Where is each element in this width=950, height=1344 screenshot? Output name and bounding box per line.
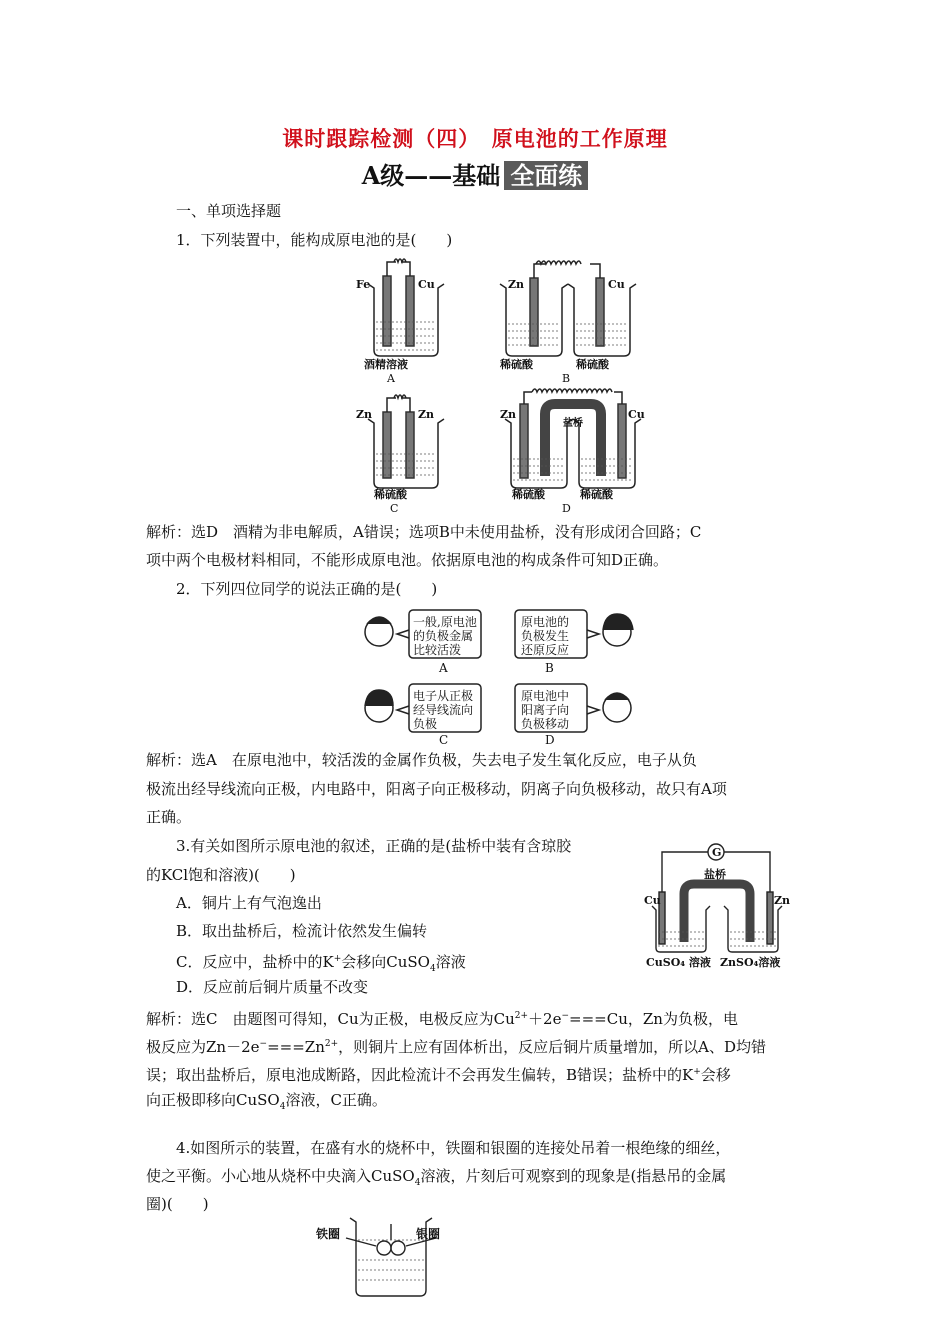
q2-d-line1: 原电池中 [521, 689, 570, 703]
q3-option-c-a: C．反应中，盐桥中的K [176, 953, 334, 971]
q3-an1-b: ＋2e [528, 1010, 562, 1028]
q3-analysis-2: 极反应为$Zn-2e^-===Zn^{2+}$，则铜片上应有固体析出，反应后铜片质量增加，所以A、D均错 [146, 1038, 767, 1056]
q3-an3-b: 会移 [700, 1066, 731, 1084]
q2-a-line1: 一般,原电池 [413, 615, 477, 629]
q3-an4-a: 向正极即移向CuSO [146, 1091, 280, 1109]
q3-stem-1: 3.有关如图所示原电池的叙述，正确的是(盐桥中装有含琼胶 [176, 837, 572, 855]
q1-d-sol-right: 稀硫酸 [580, 488, 613, 501]
q3-figure [640, 840, 800, 975]
q3-stem-2: 的KCl饱和溶液)( ) [146, 866, 296, 884]
q3-option-d: D．反应前后铜片质量不改变 [176, 978, 369, 996]
q1-c-right: Zn [418, 408, 435, 421]
q3-option-b: B．取出盐桥后，检流计依然发生偏转 [176, 922, 428, 940]
page-title: 课时跟踪检测（四） 原电池的工作原理 [282, 126, 668, 151]
q2-b-line2: 负极发生 [521, 629, 570, 643]
q2-analysis-1: 解析：选A 在原电池中，较活泼的金属作负极，失去电子发生氧化反应，电子从负 [146, 751, 697, 769]
q4-stem-2a: 使之平衡。小心地从烧杯中央滴入CuSO [146, 1167, 415, 1185]
q3-an1-c: ===Cu，Zn为负极，电 [569, 1010, 738, 1028]
q3-analysis-4: 向正极即移向CuSO$_4$溶液，C正确。 [146, 1091, 387, 1112]
q4-figure [312, 1212, 462, 1302]
q1-d-label: D [562, 502, 571, 515]
q1-c-solution: 稀硫酸 [374, 488, 407, 501]
q2-b-line1: 原电池的 [521, 615, 570, 629]
q3-option-c-b: 会移向CuSO [341, 953, 430, 971]
q3-right-electrode: Zn [774, 894, 791, 907]
q3-an2-c: ，则铜片上应有固体析出，反应后铜片质量增加，所以A、D均错 [338, 1038, 767, 1056]
q4-stem-1: 4.如图所示的装置，在盛有水的烧杯中，铁圈和银圈的连接处吊着一根绝缘的细丝， [176, 1139, 731, 1157]
q4-stem-2: 使之平衡。小心地从烧杯中央滴入CuSO$_4$溶液，片刻后可观察到的现象是(指悬吊的金属 [146, 1167, 727, 1188]
q2-d-line3: 负极移动 [521, 717, 570, 731]
q1-b-right: Cu [608, 278, 625, 291]
q1-a-solution: 酒精溶液 [364, 358, 408, 371]
q3-an2-b: ===Zn [267, 1038, 325, 1056]
q4-stem-3: 圈)( ) [146, 1195, 209, 1213]
section-heading: 一、单项选择题 [176, 202, 282, 220]
q2-stem: 2．下列四位同学的说法正确的是( ) [176, 580, 438, 598]
q1-figure [350, 254, 650, 516]
q4-left-label: 铁圈 [316, 1227, 341, 1241]
q2-c-label: C [439, 733, 449, 746]
q1-stem: 1．下列装置中，能构成原电池的是( ) [176, 231, 453, 249]
q3-right-solution: ZnSO₄溶液 [720, 956, 781, 969]
level-prefix: A级——基础 [361, 161, 501, 190]
q3-analysis-1: 解析：选C 由题图可得知，Cu为正极，电极反应为$Cu^{2+}+2e^-===Cu$，Zn为负极，电 [146, 1010, 738, 1028]
q2-d-label: D [545, 733, 555, 746]
q1-d-right: Cu [628, 408, 645, 421]
q1-d-bridge-text: 盐桥 [563, 418, 583, 429]
q1-b-left: Zn [508, 278, 525, 291]
q1-b-sol-right: 稀硫酸 [576, 358, 609, 371]
q3-analysis-3: 误；取出盐桥后，原电池成断路，因此检流计不会再发生偏转，B错误；盐桥中的K+会移 [146, 1066, 731, 1084]
q1-analysis-2: 项中两个电极材料相同，不能形成原电池。依据原电池的构成条件可知D正确。 [146, 551, 669, 569]
q2-analysis-3: 正确。 [146, 808, 192, 826]
q4-right-label: 银圈 [416, 1227, 441, 1241]
q1-c-left: Zn [356, 408, 373, 421]
q3-option-a: A．铜片上有气泡逸出 [176, 894, 322, 912]
q3-option-c: C．反应中，盐桥中的K+会移向CuSO$_4$溶液 [176, 953, 466, 974]
q2-b-label: B [545, 661, 554, 675]
q2-a-label: A [439, 661, 448, 675]
q3-an1-a: 解析：选C 由题图可得知，Cu为正极，电极反应为Cu [146, 1010, 515, 1028]
q3-option-c-c: 溶液 [435, 953, 466, 971]
q1-b-sol-left: 稀硫酸 [500, 358, 533, 371]
q2-analysis-2: 极流出经导线流向正极，内电路中，阳离子向正极移动，阴离子向负极移动，故只有A项 [146, 780, 727, 798]
q2-b-line3: 还原反应 [521, 643, 570, 657]
q1-c-label: C [390, 502, 399, 515]
q3-an4-b: 溶液，C正确。 [285, 1091, 387, 1109]
q4-stem-2b: 溶液，片刻后可观察到的现象是(指悬吊的金属 [420, 1167, 727, 1185]
q2-figure [355, 606, 640, 746]
q1-d-bridge [563, 416, 583, 429]
q3-an3: 误；取出盐桥后，原电池成断路，因此检流计不会再发生偏转，B错误；盐桥中的K [146, 1066, 694, 1084]
q1-a-left: Fe [356, 278, 371, 291]
q2-d-line2: 阳离子向 [521, 703, 570, 717]
q1-a-label: A [387, 372, 395, 385]
q1-d-left: Zn [500, 408, 517, 421]
q2-c-line3: 负极 [413, 717, 438, 731]
q3-an2-a: 极反应为Zn－2e [146, 1038, 260, 1056]
level-heading [0, 156, 950, 191]
q3-left-electrode: Cu [644, 894, 661, 907]
q1-a-right: Cu [418, 278, 435, 291]
q2-a-line3: 比较活泼 [413, 643, 462, 657]
q1-analysis-1: 解析：选D 酒精为非电解质，A错误；选项B中未使用盐桥，没有形成闭合回路；C [146, 523, 702, 541]
q3-left-solution: CuSO₄ 溶液 [646, 956, 711, 969]
level-badge: 全面练 [504, 161, 588, 190]
q2-c-line2: 经导线流向 [413, 703, 474, 717]
q3-meter-label: G [712, 846, 722, 859]
q2-c-line1: 电子从正极 [413, 689, 474, 703]
q2-a-line2: 的负极金属 [413, 629, 474, 643]
q3-bridge-label: 盐桥 [704, 868, 726, 881]
q1-d-sol-left: 稀硫酸 [512, 488, 545, 501]
q1-b-label: B [562, 372, 571, 385]
